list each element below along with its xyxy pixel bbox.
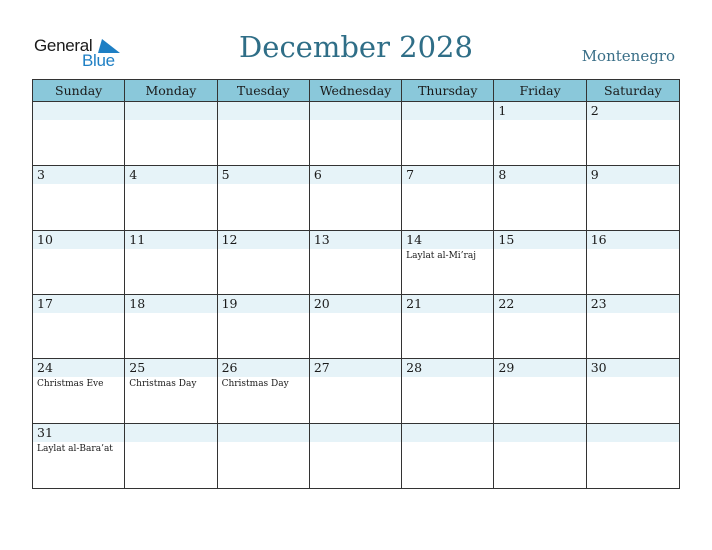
day-number: 28 [406,360,423,376]
day-cell-band [587,102,679,120]
day-number: 10 [37,231,53,247]
day-cell [33,166,125,230]
day-number: 12 [221,231,238,247]
day-number: 19 [221,296,238,311]
day-number: 2 [590,103,599,118]
day-number: 22 [498,296,515,311]
day-number: 14 [406,231,423,247]
day-cell [587,166,679,230]
day-cell [494,102,586,166]
page-title: December 2028 [239,30,473,64]
day-cell-band [402,424,493,442]
day-cell-band [310,166,401,184]
day-cell-band [494,102,585,120]
day-number: 4 [129,167,138,183]
weekday-header: Wednesday [310,80,402,102]
day-cell-band [218,424,309,442]
day-number: 9 [590,167,599,183]
day-cell [402,166,494,230]
day-cell [587,231,679,295]
weekday-header: Monday [125,80,217,102]
day-number: 23 [590,296,607,311]
day-number: 16 [590,231,607,247]
day-number: 15 [498,231,515,247]
day-cell [402,424,494,488]
day-cell [33,295,125,359]
day-number: 20 [313,296,330,311]
day-number: 6 [313,167,322,183]
day-cell-band [587,166,679,184]
day-cell [310,102,402,166]
day-number: 27 [313,360,330,376]
calendar-grid [32,79,680,489]
day-cell-band [125,166,216,184]
day-number: 21 [406,296,423,311]
weekday-header: Saturday [587,80,679,102]
day-number: 3 [37,167,45,183]
day-cell [33,102,125,166]
holiday-label: Laylat al-Bara’at [37,443,113,454]
day-cell-band [587,424,679,442]
day-number: 25 [129,360,146,376]
weekday-header: Tuesday [218,80,310,102]
day-cell-band [310,102,401,120]
day-cell [218,166,310,230]
day-number: 26 [221,360,238,376]
day-cell [494,231,586,295]
day-cell [310,359,402,423]
holiday-label: Laylat al-Mi’raj [406,250,476,261]
day-cell-band [310,424,401,442]
day-cell [33,359,125,423]
day-cell [310,295,402,359]
logo-text-general: General [34,36,93,55]
day-cell-band [125,102,216,120]
weekday-header: Friday [494,80,586,102]
holiday-label: Christmas Eve [37,379,104,390]
day-cell-band [125,424,216,442]
weekday-header: Thursday [402,80,494,102]
day-cell-band [33,166,124,184]
day-cell [310,166,402,230]
day-cell [402,359,494,423]
day-cell [310,424,402,488]
day-cell [494,166,586,230]
day-number: 1 [498,103,507,118]
day-cell [494,424,586,488]
day-number: 17 [37,296,53,311]
day-number: 7 [406,167,415,183]
day-cell-band [33,102,124,120]
day-cell-band [218,166,309,184]
day-number: 31 [37,424,53,440]
weekday-header: Sunday [33,80,125,102]
day-cell [402,295,494,359]
day-cell [494,295,586,359]
day-cell [587,295,679,359]
day-cell-band [402,102,493,120]
day-number: 29 [498,360,515,376]
day-number: 18 [129,296,146,311]
day-cell [587,424,679,488]
day-cell [218,359,310,423]
day-cell [587,102,679,166]
day-number: 24 [37,360,53,376]
day-cell [125,231,217,295]
day-cell [218,231,310,295]
day-cell [587,359,679,423]
day-cell [402,102,494,166]
day-cell-band [218,102,309,120]
day-cell [310,231,402,295]
day-cell-band [402,166,493,184]
day-cell-band [494,166,585,184]
day-cell-band [494,424,585,442]
holiday-label: Christmas Day [129,379,197,390]
day-cell [125,295,217,359]
day-number: 5 [221,167,230,183]
day-number: 30 [590,360,607,376]
day-number: 8 [498,167,507,183]
day-cell [218,102,310,166]
day-cell [494,359,586,423]
logo-text-blue: Blue [82,51,115,70]
day-cell [125,166,217,230]
holiday-label: Christmas Day [221,379,289,390]
day-cell [125,424,217,488]
day-number: 13 [313,231,330,247]
day-cell [125,102,217,166]
day-number: 11 [129,231,146,247]
day-cell [402,231,494,295]
day-cell [125,359,217,423]
day-cell [33,424,125,488]
day-cell [218,424,310,488]
country-label: Montenegro [581,47,675,65]
day-cell [218,295,310,359]
day-cell [33,231,125,295]
